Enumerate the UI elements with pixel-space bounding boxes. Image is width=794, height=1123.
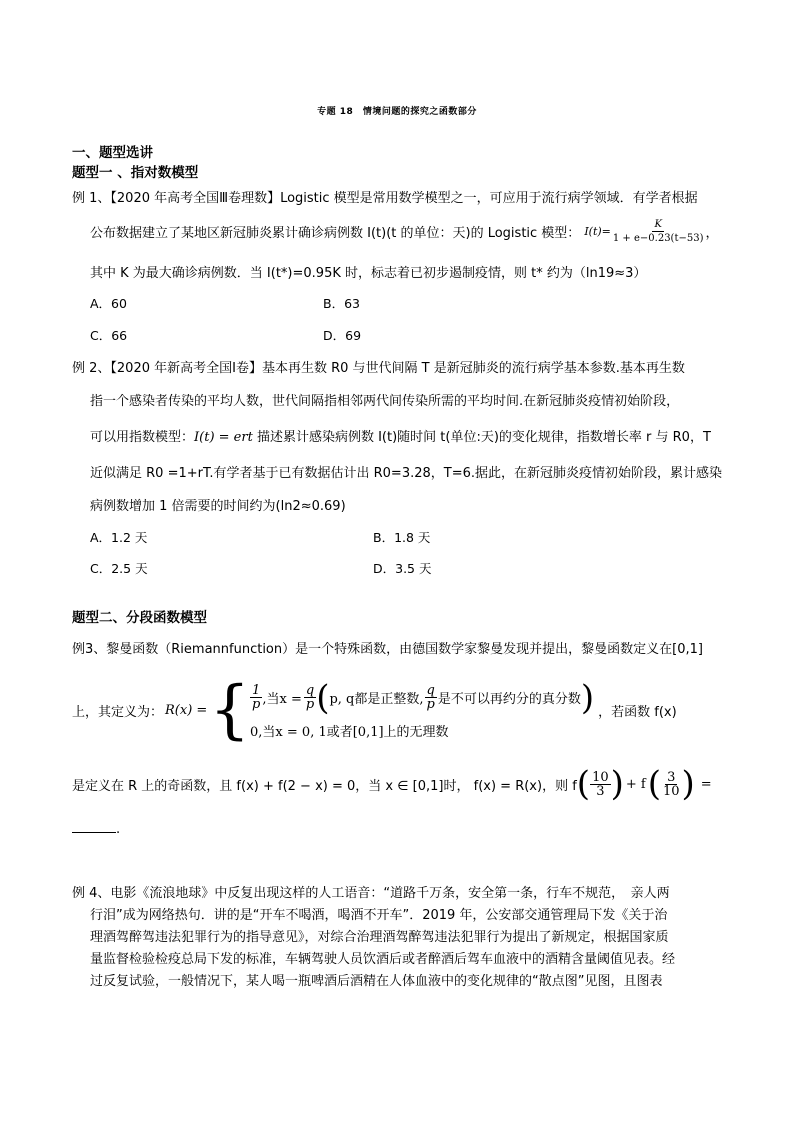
case1-condition-1: ,当x = [262,692,302,707]
ex3-definition-suffix: ，若函数 f(x) [598,704,677,720]
ex1-line-2-end: ， [705,226,719,241]
logistic-formula-denominator: 1 + e−0.23(t−53) [612,233,704,244]
fraction-1-num: 10 [592,769,609,785]
fraction-10-over-3 [590,771,611,798]
case1-fraction-num: 1 [252,683,261,698]
case1-q2-den: p [426,697,435,712]
page-title: 专题 18 情境问题的探究之函数部分 [317,107,477,117]
logistic-formula-fraction [611,218,706,245]
paren-close-1: ) [610,764,624,804]
ex2-line-2: 指一个感染者传染的平均人数，世代间隔指相邻两代间传染所需的平均时间.在新冠肺炎疫情初始阶段， [90,394,680,409]
ex1-line-2-text: 公布数据建立了某地区新冠肺炎累计确诊病例数 I(t)(t 的单位：天)的 Logistic 模型： [90,226,581,241]
logistic-formula-lhs: I(t)= [584,225,611,238]
fraction-2-den: 10 [662,783,680,799]
question-type-heading-2: 题型二、分段函数模型 [72,610,207,626]
ex3-line-3 [72,766,712,802]
case1-q-den: p [305,697,315,712]
ex2-option-b: B．1.8 天 [373,530,431,545]
paren-open-2: ( [647,764,661,804]
right-paren: ) [580,677,595,718]
ex1-option-d: D．69 [323,328,362,343]
paren-open-1: ( [576,764,591,804]
ex4-line-1: 例 4、电影《流浪地球》中反复出现这样的人工语音：“道路千万条，安全第一条，行车不规范， 亲人两 [72,886,670,901]
piecewise-case-1 [250,677,595,718]
ex1-option-c: C．66 [90,328,128,343]
ex2-option-d: D．3.5 天 [373,561,432,576]
fraction-2-num: 3 [667,769,676,785]
exponential-formula: I(t) = ert [194,430,253,445]
left-paren: ( [316,677,330,718]
ex2-option-a: A．1.2 天 [90,530,148,545]
logistic-formula-numerator: K [654,219,662,230]
ex2-line-3 [90,426,711,445]
question-type-heading-1: 题型一 、指对数模型 [72,165,199,181]
ex2-line-3-prefix: 可以用指数模型： [90,430,195,445]
piecewise-case-2: 0,当x = 0, 1或者[0,1]上的无理数 [250,724,449,740]
answer-blank-period: . [116,822,121,837]
ex2-option-c: C．2.5 天 [90,561,148,576]
case1-condition-3: 是不可以再约分的真分数 [437,692,581,707]
ex3-definition [72,673,677,747]
piecewise-brace: { [209,673,251,747]
ex3-line-3-text: 是定义在 R 上的奇函数，且 f(x) + f(2 − x) = 0，当 x ∈ [0,1]时， f(x) = R(x)，则 f [72,778,577,794]
answer-blank [72,822,116,833]
ex3-definition-prefix: 上，其定义为： [72,704,164,720]
piecewise-cases [250,677,595,740]
case1-fraction-den: p [252,697,261,712]
ex2-line-4: 近似满足 R0 =1+rT.有学者基于已有数据估计出 R0=3.28，T=6.据此，在新冠肺炎疫情初始阶段，累计感染 [90,466,723,481]
case1-condition-2: p, q都是正整数, [329,692,424,707]
case1-fraction [250,684,262,711]
plus-f: + f [625,776,646,792]
ex2-line-3-suffix: 描述累计感染病例数 I(t)随时间 t(单位:天)的变化规律，指数增长率 r 与 R0，T [252,430,711,445]
answer-blank-line [72,822,120,837]
riemann-function-lhs: R(x) = [165,702,208,718]
section-heading: 一、题型选讲 [72,145,153,161]
case1-q-fraction-2 [425,684,437,711]
ex4-line-4: 量监督检验检疫总局下发的标准，车辆驾驶人员饮酒后或者醉酒后驾车血液中的酒精含量阈值见表。经 [90,952,676,967]
case1-q2-num: q [426,683,435,698]
fraction-1-den: 3 [596,783,605,799]
ex1-line-1: 例 1、【2020 年高考全国Ⅲ卷理数】Logistic 模型是常用数学模型之一，可应用于流行病学领域．有学者根据 [72,191,698,206]
paren-close-2: ) [681,764,695,804]
ex4-line-2: 行泪”成为网络热句．讲的是“开车不喝酒，喝酒不开车”．2019 年，公安部交通管理局下发《关于治 [90,908,668,923]
ex2-line-5: 病例数增加 1 倍需要的时间约为(ln2≈0.69) [90,499,346,514]
fraction-3-over-10 [661,771,682,798]
case1-q-num: q [305,683,315,698]
ex1-line-3: 其中 K 为最大确诊病例数．当 I(t*)=0.95K 时，标志着已初步遏制疫情，则 t* 约为（ln19≈3） [90,266,647,281]
ex2-line-1: 例 2、【2020 年新高考全国Ⅰ卷】基本再生数 R0 与世代间隔 T 是新冠肺炎的流行病学基本参数.基本再生数 [72,361,685,376]
ex1-line-2 [90,218,719,245]
ex3-line-1: 例3、黎曼函数（Riemannfunction）是一个特殊函数，由德国数学家黎曼发现并提出，黎曼函数定义在[0,1] [72,642,703,657]
case1-q-fraction [304,684,316,711]
ex1-option-b: B．63 [323,296,360,311]
ex4-line-5: 过反复试验，一般情况下，某人喝一瓶啤酒后酒精在人体血液中的变化规律的“散点图”见图，且图表 [90,974,663,989]
ex4-line-3: 理酒驾醉驾违法犯罪行为的指导意见》，对综合治理酒驾醉驾违法犯罪行为提出了新规定，根据国家质 [90,930,669,945]
equals-sign: = [700,776,712,792]
ex1-option-a: A．60 [90,296,127,311]
